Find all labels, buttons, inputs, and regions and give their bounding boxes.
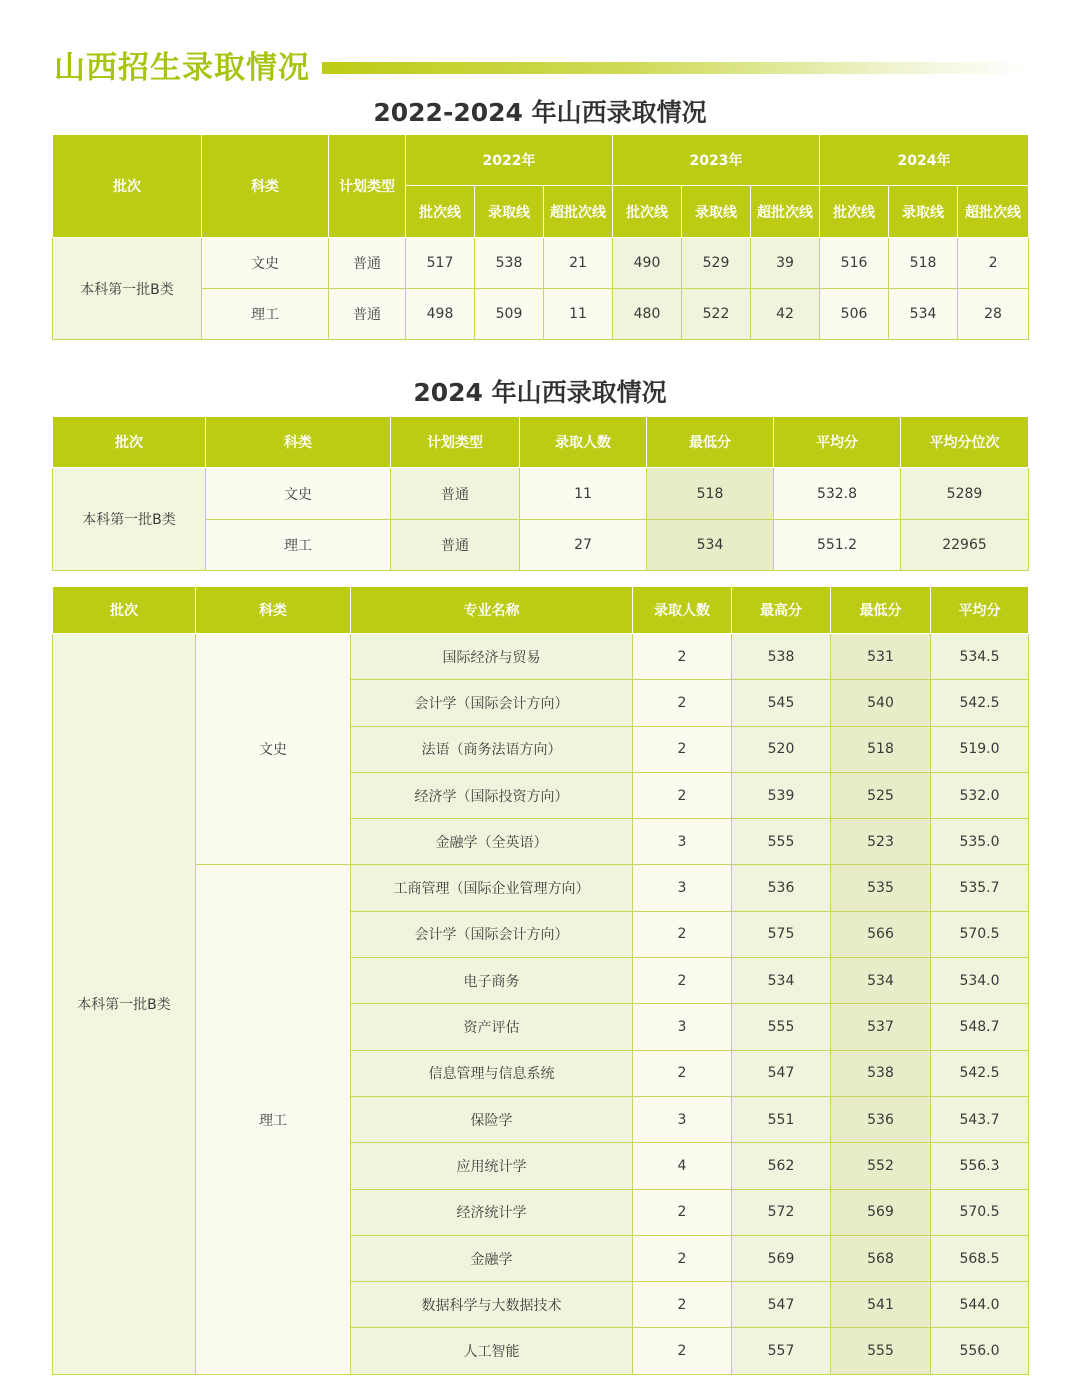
major-cell: 电子商务 xyxy=(351,958,633,1004)
min-cell: 534 xyxy=(831,958,931,1004)
header-avg: 平均分 xyxy=(931,587,1029,634)
major-cell: 保险学 xyxy=(351,1096,633,1142)
max-cell: 555 xyxy=(732,819,831,865)
major-cell: 金融学 xyxy=(351,1235,633,1281)
max-cell: 551 xyxy=(732,1096,831,1142)
header-count: 录取人数 xyxy=(633,587,732,634)
avg-cell: 556.3 xyxy=(931,1143,1029,1189)
table-row xyxy=(53,238,1029,289)
max-cell: 569 xyxy=(732,1235,831,1281)
count-cell: 2 xyxy=(633,772,732,818)
count-cell: 11 xyxy=(520,468,647,520)
value-cell: 534 xyxy=(889,289,958,340)
max-cell: 545 xyxy=(732,680,831,726)
major-cell: 会计学（国际会计方向） xyxy=(351,680,633,726)
avg-cell: 542.5 xyxy=(931,680,1029,726)
subject-cell: 文史 xyxy=(202,238,329,289)
min-cell: 569 xyxy=(831,1189,931,1235)
avg-cell: 548.7 xyxy=(931,1004,1029,1050)
count-cell: 2 xyxy=(633,1328,732,1374)
min-cell: 536 xyxy=(831,1096,931,1142)
table-majors-2024 xyxy=(52,586,1029,1375)
value-cell: 21 xyxy=(544,238,613,289)
count-cell: 3 xyxy=(633,865,732,911)
page-heading: 山西招生录取情况 xyxy=(54,50,310,86)
min-cell: 535 xyxy=(831,865,931,911)
value-cell: 11 xyxy=(544,289,613,340)
max-cell: 547 xyxy=(732,1050,831,1096)
avg-cell: 535.0 xyxy=(931,819,1029,865)
major-cell: 人工智能 xyxy=(351,1328,633,1374)
avg-cell: 534.5 xyxy=(931,634,1029,680)
value-cell: 538 xyxy=(475,238,544,289)
header-over-line: 超批次线 xyxy=(544,186,613,238)
major-cell: 应用统计学 xyxy=(351,1143,633,1189)
header-batch-line: 批次线 xyxy=(613,186,682,238)
header-admit-line: 录取线 xyxy=(889,186,958,238)
value-cell: 480 xyxy=(613,289,682,340)
max-cell: 536 xyxy=(732,865,831,911)
min-cell: 540 xyxy=(831,680,931,726)
count-cell: 4 xyxy=(633,1143,732,1189)
value-cell: 42 xyxy=(751,289,820,340)
count-cell: 2 xyxy=(633,958,732,1004)
min-cell: 534 xyxy=(647,520,774,571)
header-rank: 平均分位次 xyxy=(901,417,1029,468)
major-cell: 经济统计学 xyxy=(351,1189,633,1235)
value-cell: 522 xyxy=(682,289,751,340)
value-cell: 517 xyxy=(406,238,475,289)
plan-cell: 普通 xyxy=(329,238,406,289)
value-cell: 518 xyxy=(889,238,958,289)
header-count: 录取人数 xyxy=(520,417,647,468)
header-admit-line: 录取线 xyxy=(682,186,751,238)
value-cell: 490 xyxy=(613,238,682,289)
count-cell: 3 xyxy=(633,1004,732,1050)
avg-cell: 543.7 xyxy=(931,1096,1029,1142)
subject-cell: 理工 xyxy=(196,865,351,1374)
header-subject: 科类 xyxy=(196,587,351,634)
min-cell: 525 xyxy=(831,772,931,818)
count-cell: 2 xyxy=(633,911,732,957)
max-cell: 575 xyxy=(732,911,831,957)
major-cell: 会计学（国际会计方向） xyxy=(351,911,633,957)
table2-title: 2024 年山西录取情况 xyxy=(413,378,667,407)
count-cell: 2 xyxy=(633,634,732,680)
count-cell: 2 xyxy=(633,680,732,726)
rank-cell: 5289 xyxy=(901,468,1029,520)
plan-cell: 普通 xyxy=(329,289,406,340)
value-cell: 39 xyxy=(751,238,820,289)
min-cell: 541 xyxy=(831,1282,931,1328)
rank-cell: 22965 xyxy=(901,520,1029,571)
count-cell: 2 xyxy=(633,1050,732,1096)
min-cell: 568 xyxy=(831,1235,931,1281)
major-cell: 金融学（全英语） xyxy=(351,819,633,865)
major-cell: 工商管理（国际企业管理方向） xyxy=(351,865,633,911)
plan-cell: 普通 xyxy=(391,520,520,571)
header-plan: 计划类型 xyxy=(329,135,406,238)
max-cell: 547 xyxy=(732,1282,831,1328)
avg-cell: 519.0 xyxy=(931,726,1029,772)
avg-cell: 535.7 xyxy=(931,865,1029,911)
count-cell: 27 xyxy=(520,520,647,571)
header-min: 最低分 xyxy=(831,587,931,634)
batch-cell: 本科第一批B类 xyxy=(53,634,196,1375)
max-cell: 557 xyxy=(732,1328,831,1374)
count-cell: 2 xyxy=(633,726,732,772)
max-cell: 520 xyxy=(732,726,831,772)
min-cell: 518 xyxy=(647,468,774,520)
table-2024 xyxy=(52,416,1029,571)
value-cell: 2 xyxy=(958,238,1029,289)
max-cell: 562 xyxy=(732,1143,831,1189)
avg-cell: 568.5 xyxy=(931,1235,1029,1281)
avg-cell: 542.5 xyxy=(931,1050,1029,1096)
min-cell: 518 xyxy=(831,726,931,772)
min-cell: 523 xyxy=(831,819,931,865)
value-cell: 498 xyxy=(406,289,475,340)
avg-cell: 532.8 xyxy=(774,468,901,520)
value-cell: 516 xyxy=(820,238,889,289)
major-cell: 信息管理与信息系统 xyxy=(351,1050,633,1096)
header-year-2024: 2024年 xyxy=(820,135,1029,186)
avg-cell: 551.2 xyxy=(774,520,901,571)
max-cell: 539 xyxy=(732,772,831,818)
table-row xyxy=(53,468,1029,520)
avg-cell: 532.0 xyxy=(931,772,1029,818)
header-batch-line: 批次线 xyxy=(406,186,475,238)
batch-cell: 本科第一批B类 xyxy=(53,468,206,571)
heading-decor-bar xyxy=(322,62,1030,74)
avg-cell: 570.5 xyxy=(931,1189,1029,1235)
header-plan: 计划类型 xyxy=(391,417,520,468)
table-row xyxy=(53,634,1029,680)
header-max: 最高分 xyxy=(732,587,831,634)
header-major: 专业名称 xyxy=(351,587,633,634)
value-cell: 28 xyxy=(958,289,1029,340)
count-cell: 3 xyxy=(633,1096,732,1142)
min-cell: 566 xyxy=(831,911,931,957)
major-cell: 法语（商务法语方向） xyxy=(351,726,633,772)
header-year-2022: 2022年 xyxy=(406,135,613,186)
table1-title: 2022-2024 年山西录取情况 xyxy=(373,98,707,127)
avg-cell: 544.0 xyxy=(931,1282,1029,1328)
min-cell: 531 xyxy=(831,634,931,680)
max-cell: 555 xyxy=(732,1004,831,1050)
min-cell: 538 xyxy=(831,1050,931,1096)
batch-cell: 本科第一批B类 xyxy=(53,238,202,340)
header-over-line: 超批次线 xyxy=(958,186,1029,238)
subject-cell: 理工 xyxy=(206,520,391,571)
count-cell: 2 xyxy=(633,1189,732,1235)
subject-cell: 文史 xyxy=(206,468,391,520)
max-cell: 572 xyxy=(732,1189,831,1235)
value-cell: 506 xyxy=(820,289,889,340)
table-row xyxy=(53,865,1029,911)
majors-body xyxy=(53,634,1029,1375)
major-cell: 数据科学与大数据技术 xyxy=(351,1282,633,1328)
header-subject: 科类 xyxy=(202,135,329,238)
header-admit-line: 录取线 xyxy=(475,186,544,238)
major-cell: 资产评估 xyxy=(351,1004,633,1050)
major-cell: 经济学（国际投资方向） xyxy=(351,772,633,818)
header-batch-line: 批次线 xyxy=(820,186,889,238)
value-cell: 529 xyxy=(682,238,751,289)
avg-cell: 534.0 xyxy=(931,958,1029,1004)
value-cell: 509 xyxy=(475,289,544,340)
header-batch: 批次 xyxy=(53,587,196,634)
max-cell: 534 xyxy=(732,958,831,1004)
avg-cell: 570.5 xyxy=(931,911,1029,957)
header-year-2023: 2023年 xyxy=(613,135,820,186)
header-avg: 平均分 xyxy=(774,417,901,468)
major-cell: 国际经济与贸易 xyxy=(351,634,633,680)
min-cell: 555 xyxy=(831,1328,931,1374)
count-cell: 2 xyxy=(633,1235,732,1281)
avg-cell: 556.0 xyxy=(931,1328,1029,1374)
plan-cell: 普通 xyxy=(391,468,520,520)
table-2022-2024 xyxy=(52,134,1029,340)
count-cell: 2 xyxy=(633,1282,732,1328)
header-subject: 科类 xyxy=(206,417,391,468)
count-cell: 3 xyxy=(633,819,732,865)
min-cell: 552 xyxy=(831,1143,931,1189)
header-over-line: 超批次线 xyxy=(751,186,820,238)
subject-cell: 理工 xyxy=(202,289,329,340)
subject-cell: 文史 xyxy=(196,634,351,865)
max-cell: 538 xyxy=(732,634,831,680)
header-min: 最低分 xyxy=(647,417,774,468)
header-batch: 批次 xyxy=(53,417,206,468)
min-cell: 537 xyxy=(831,1004,931,1050)
header-batch: 批次 xyxy=(53,135,202,238)
